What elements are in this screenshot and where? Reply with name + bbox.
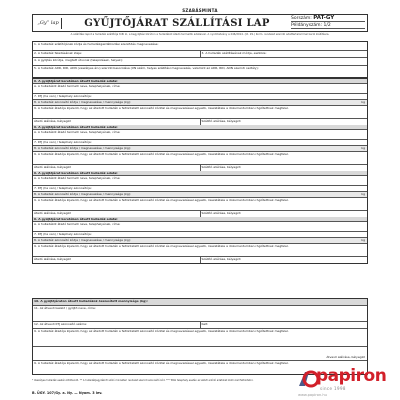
producer-block [33, 125, 367, 171]
producer-block [33, 79, 367, 125]
producer-ktj-label: 7. KTJ (ha van) / telephely azonosítója: [34, 94, 92, 98]
producer-name-label: A. A hulladékot átadó termelő neve, telephelyének, címe: [34, 222, 121, 226]
receiver-ktj-field[interactable] [33, 322, 201, 328]
producer-declaration: 9. A hulladék átadója kijelenti, hogy az átadott hulladék a feltüntetett azonosító kóddal és megnevezéssel egyezik, összetétele a dokumentumban rögzítettnek megfelel. [34, 244, 289, 248]
receiver-declaration-row [33, 329, 367, 347]
producer-name-row[interactable] [33, 84, 367, 94]
receiver-date-field[interactable] [201, 322, 368, 328]
general-section [32, 41, 368, 78]
transport-sign-label: Szállító aláírása, bélyegző [201, 211, 241, 215]
receiver-declaration: 9. A hulladék átadója kijelenti, hogy az átadott hulladék a feltüntetett azonosító kóddal és megnevezéssel egyezik, összetétele a dokumentumban rögzítettnek megfelel. [34, 329, 289, 333]
summary-total-row[interactable] [33, 299, 367, 306]
producer-name-row[interactable] [33, 222, 367, 232]
dispatch-date-label: 2. A hulladék feladásának ideje: [34, 51, 82, 55]
producer-block-title-text: 6. A gyűjtőjárat keretében átvett hulladék adatai [34, 171, 118, 175]
producer-ktj-label: 7. KTJ (ha van) / telephely azonosítója: [34, 140, 92, 144]
producer-kg-unit: kg [361, 100, 365, 105]
form-preface: A szállítási lapot a hulladék szállítója tölti ki, a begyűjtési körúton a hulladékot átadó termelők adataival. A nyomtatvány a 246/2014. (IX. 29.) Korm. rendelet szerinti adattartalommal kerül kiállításra. [70, 33, 330, 36]
receiver-label: 11. Az átvevő kezelő / gyűjtő neve, címe: [34, 306, 96, 310]
producer-block [33, 217, 367, 263]
dispatch-date-field[interactable] [33, 51, 201, 57]
producer-waste-label: 8. A hulladék azonosító kódja / megnevezése / mennyisége (kg): [34, 100, 131, 104]
carrier-row[interactable] [33, 42, 367, 51]
producer-declaration-row [33, 106, 367, 119]
sample-label: SZABÁSMINTA [182, 8, 218, 13]
serial-value[interactable]: PAT-GY [313, 15, 335, 21]
form-header [32, 14, 368, 32]
receiver-extra-declaration: 9. A hulladék átadója kijelenti, hogy az átadott hulladék a feltüntetett azonosító kóddal és megnevezéssel egyezik, összetétele a dokumentumban rögzítettnek megfelel. [34, 361, 289, 365]
brand-since: since 1998 [320, 386, 346, 391]
serial-box [291, 16, 365, 29]
receiver-ktj-label: 12. Az átvevő KTJ azonosító száma: [34, 322, 88, 326]
transport-sign-label: Szállító aláírása, bélyegző [201, 257, 241, 261]
producer-declaration-row [33, 198, 367, 211]
producer-waste-label: 8. A hulladék azonosító kódja / megnevezése / mennyisége (kg): [34, 238, 131, 242]
transport-sign-label: Szállító aláírása, bélyegző [201, 165, 241, 169]
producer-waste-label: 8. A hulladék azonosító kódja / megnevezése / mennyisége (kg): [34, 146, 131, 150]
producer-waste-label: 8. A hulladék azonosító kódja / megnevezése / mennyisége (kg): [34, 192, 131, 196]
producer-sign-field[interactable] [33, 257, 201, 263]
serial-row [291, 16, 365, 22]
producer-block-title-text: 6. A gyűjtőjárat keretében átvett hulladék adatai [34, 125, 118, 129]
adr-label: 5. A hulladék ADR, RID, ADN (veszélyes áru) szerinti besorolása (UN szám, helyes szállítási megnevezés, valamint az ADR, RID, ADN szerinti osztály): [34, 66, 259, 70]
producer-sign-label: Átadó aláírása, bélyegző [34, 257, 71, 261]
producer-name-row[interactable] [33, 176, 367, 186]
transport-sign-label: Szállító aláírása, bélyegző [201, 119, 241, 123]
summary-total-label: 10. A gyűjtőjáraton átvett hulladékok összesített mennyisége (kg): [34, 299, 148, 303]
producer-declaration: 9. A hulladék átadója kijelenti, hogy az átadott hulladék a feltüntetett azonosító kóddal és megnevezéssel egyezik, összetétele a dokumentumban rögzítettnek megfelel. [34, 106, 289, 110]
adr-row[interactable] [33, 66, 367, 77]
transport-mode-label: 3. A hulladék szállításának módja, eszköze: [201, 51, 267, 55]
producer-block-title-text: 6. A gyűjtőjárat keretében átvett hulladék adatai [34, 217, 118, 221]
producer-kg-unit: kg [361, 192, 365, 197]
page-value: 1/2 [323, 22, 331, 28]
form-code: B. ÜGY. 107/Gy. a. Ny. — Nyom. 3 lev. [32, 391, 103, 395]
carrier-label: 1. A hulladék szállítójának kódja és hulladékgazdálkodási szerződés megnevezése: [34, 42, 159, 46]
producer-name-label: A. A hulladékot átadó termelő neve, telephelyének, címe: [34, 84, 121, 88]
producer-declaration-row [33, 244, 367, 257]
producer-name-label: A. A hulladékot átadó termelő neve, telephelyének, címe: [34, 130, 121, 134]
producer-declaration: 9. A hulladék átadója kijelenti, hogy az átadott hulladék a feltüntetett azonosító kóddal és megnevezéssel egyezik, összetétele a dokumentumban rögzítettnek megfelel. [34, 198, 289, 202]
receiver-row[interactable] [33, 306, 367, 322]
receiver-sign-row[interactable] [33, 347, 367, 361]
producer-sign-label: Átadó aláírása, bélyegző [34, 211, 71, 215]
producer-kg-unit: kg [361, 146, 365, 151]
producer-declaration-row [33, 152, 367, 165]
producer-ktj-label: 7. KTJ (ha van) / telephely azonosítója: [34, 186, 92, 190]
brand-url: www.papiron.hu [298, 393, 327, 397]
date-mode-row [33, 51, 367, 58]
route-label: 4. A gyűjtés körútja, megtett útvonal (települések, helyek): [34, 58, 123, 62]
route-row[interactable] [33, 58, 367, 66]
producer-section [32, 78, 368, 264]
producer-sign-label: Átadó aláírása, bélyegző [34, 165, 71, 169]
receiver-date-label: Kelt: [201, 322, 209, 326]
producer-block-title-text: 6. A gyűjtőjárat keretében átvett hulladék adatai [34, 79, 118, 83]
page-row [291, 23, 365, 29]
transport-mode-field[interactable] [201, 51, 368, 57]
producer-name-row[interactable] [33, 130, 367, 140]
producer-block [33, 171, 367, 217]
brand-name: papiron [316, 366, 387, 386]
form-sheet [32, 8, 368, 395]
producer-sign-row [33, 257, 367, 263]
producer-sign-label: Átadó aláírása, bélyegző [34, 119, 71, 123]
serial-label: Sorszám: [291, 16, 312, 21]
papiron-logo [296, 362, 400, 400]
transport-sign-field[interactable] [201, 257, 368, 263]
page-label: Példányszám: [291, 22, 323, 28]
producer-declaration: 9. A hulladék átadója kijelenti, hogy az átadott hulladék a feltüntetett azonosító kóddal és megnevezéssel egyezik, összetétele a dokumentumban rögzítettnek megfelel. [34, 152, 289, 156]
footnote: * Veszélyes hulladék esetén kitöltendő. ** A hulladékjegyzékről szóló miniszteri rendelet szerinti azonosító kód. *** Több telephely esetén az ebből adódó adatokat külön kell feltüntetni. [32, 379, 254, 382]
form-logo: „Gy” lap [35, 18, 62, 29]
producer-ktj-label: 7. KTJ (ha van) / telephely azonosítója: [34, 232, 92, 236]
receiver-sign-label: Átvevő aláírása, bélyegző [326, 355, 365, 360]
receiver-id-row [33, 322, 367, 329]
form-title: GYŰJTŐJÁRAT SZÁLLÍTÁSI LAP [84, 18, 270, 29]
producer-kg-unit: kg [361, 238, 365, 243]
producer-name-label: A. A hulladékot átadó termelő neve, telephelyének, címe: [34, 176, 121, 180]
